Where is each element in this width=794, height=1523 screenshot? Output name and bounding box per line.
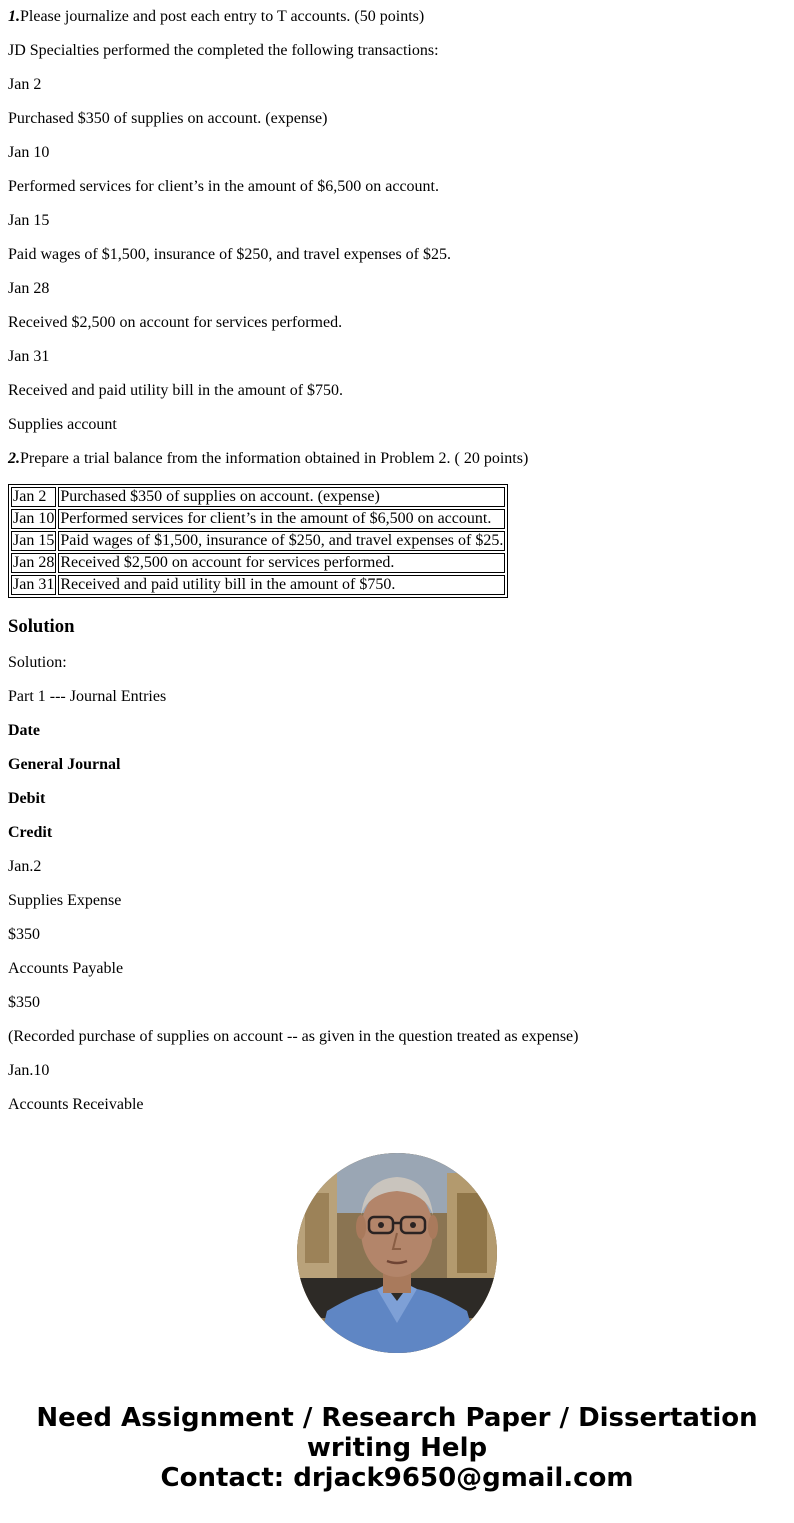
table-cell-date: Jan 15	[13, 532, 55, 549]
journal-line: Accounts Payable	[8, 960, 124, 977]
journal-line: (Recorded purchase of supplies on account -- as given in the question treated as expense)	[8, 1028, 579, 1045]
journal-header-credit: Credit	[8, 824, 53, 841]
table-row	[11, 509, 505, 529]
journal-line: $350	[8, 994, 40, 1011]
journal-line: Accounts Receivable	[8, 1096, 144, 1113]
tx-text: Paid wages of $1,500, insurance of $250, and travel expenses of $25.	[8, 246, 451, 263]
journal-line: Supplies Expense	[8, 892, 122, 909]
question-1-text: Please journalize and post each entry to T accounts. (50 points)	[20, 8, 425, 25]
tx-date: Jan 28	[8, 280, 50, 297]
journal-line: Jan.2	[8, 858, 42, 875]
question-2-number: 2.	[8, 450, 20, 467]
question-2-text: Prepare a trial balance from the information obtained in Problem 2. ( 20 points)	[20, 450, 529, 467]
tx-date: Jan 2	[8, 76, 42, 93]
table-cell-description: Received $2,500 on account for services performed.	[58, 553, 505, 573]
table-cell-date: Jan 31	[13, 576, 55, 593]
journal-header-date: Date	[8, 722, 40, 739]
table-row	[11, 575, 505, 595]
portrait-image	[297, 1153, 497, 1353]
table-cell-description: Performed services for client’s in the amount of $6,500 on account.	[58, 509, 505, 529]
banner-contact: Contact: drjack9650@gmail.com	[160, 1463, 634, 1493]
journal-header-debit: Debit	[8, 790, 46, 807]
table-cell-date: Jan 10	[13, 510, 55, 527]
journal-header-general: General Journal	[8, 756, 121, 773]
table-row	[11, 553, 505, 573]
question-1	[8, 8, 788, 26]
tx-text: Received $2,500 on account for services performed.	[8, 314, 343, 331]
transactions-table	[8, 484, 508, 598]
document-body	[8, 0, 788, 1114]
solution-heading: Solution	[8, 616, 75, 637]
question-1-number: 1.	[8, 8, 20, 25]
table-cell-description: Received and paid utility bill in the amount of $750.	[58, 575, 505, 595]
journal-line: $350	[8, 926, 40, 943]
banner-line-1: Need Assignment / Research Paper / Dissertation	[36, 1403, 758, 1433]
solution-label: Solution:	[8, 654, 67, 671]
table-cell-date: Jan 28	[13, 554, 55, 571]
question-2	[8, 450, 788, 468]
supplies-account-line: Supplies account	[8, 416, 117, 433]
tx-date: Jan 31	[8, 348, 50, 365]
journal-line: Jan.10	[8, 1062, 50, 1079]
tx-date: Jan 15	[8, 212, 50, 229]
contact-banner	[0, 1403, 794, 1493]
tx-text: Performed services for client’s in the amount of $6,500 on account.	[8, 178, 439, 195]
part1-title: Part 1 --- Journal Entries	[8, 688, 167, 705]
tx-date: Jan 10	[8, 144, 50, 161]
tx-text: Purchased $350 of supplies on account. (expense)	[8, 110, 328, 127]
author-avatar	[297, 1153, 497, 1353]
table-cell-description: Purchased $350 of supplies on account. (expense)	[58, 487, 505, 507]
tx-text: Received and paid utility bill in the amount of $750.	[8, 382, 344, 399]
table-cell-description: Paid wages of $1,500, insurance of $250, and travel expenses of $25.	[60, 532, 504, 549]
banner-line-2: writing Help	[306, 1433, 488, 1463]
table-row	[11, 531, 505, 551]
table-cell-date: Jan 2	[11, 487, 56, 507]
intro-text: JD Specialties performed the completed the following transactions:	[8, 42, 439, 59]
table-row	[11, 487, 505, 507]
